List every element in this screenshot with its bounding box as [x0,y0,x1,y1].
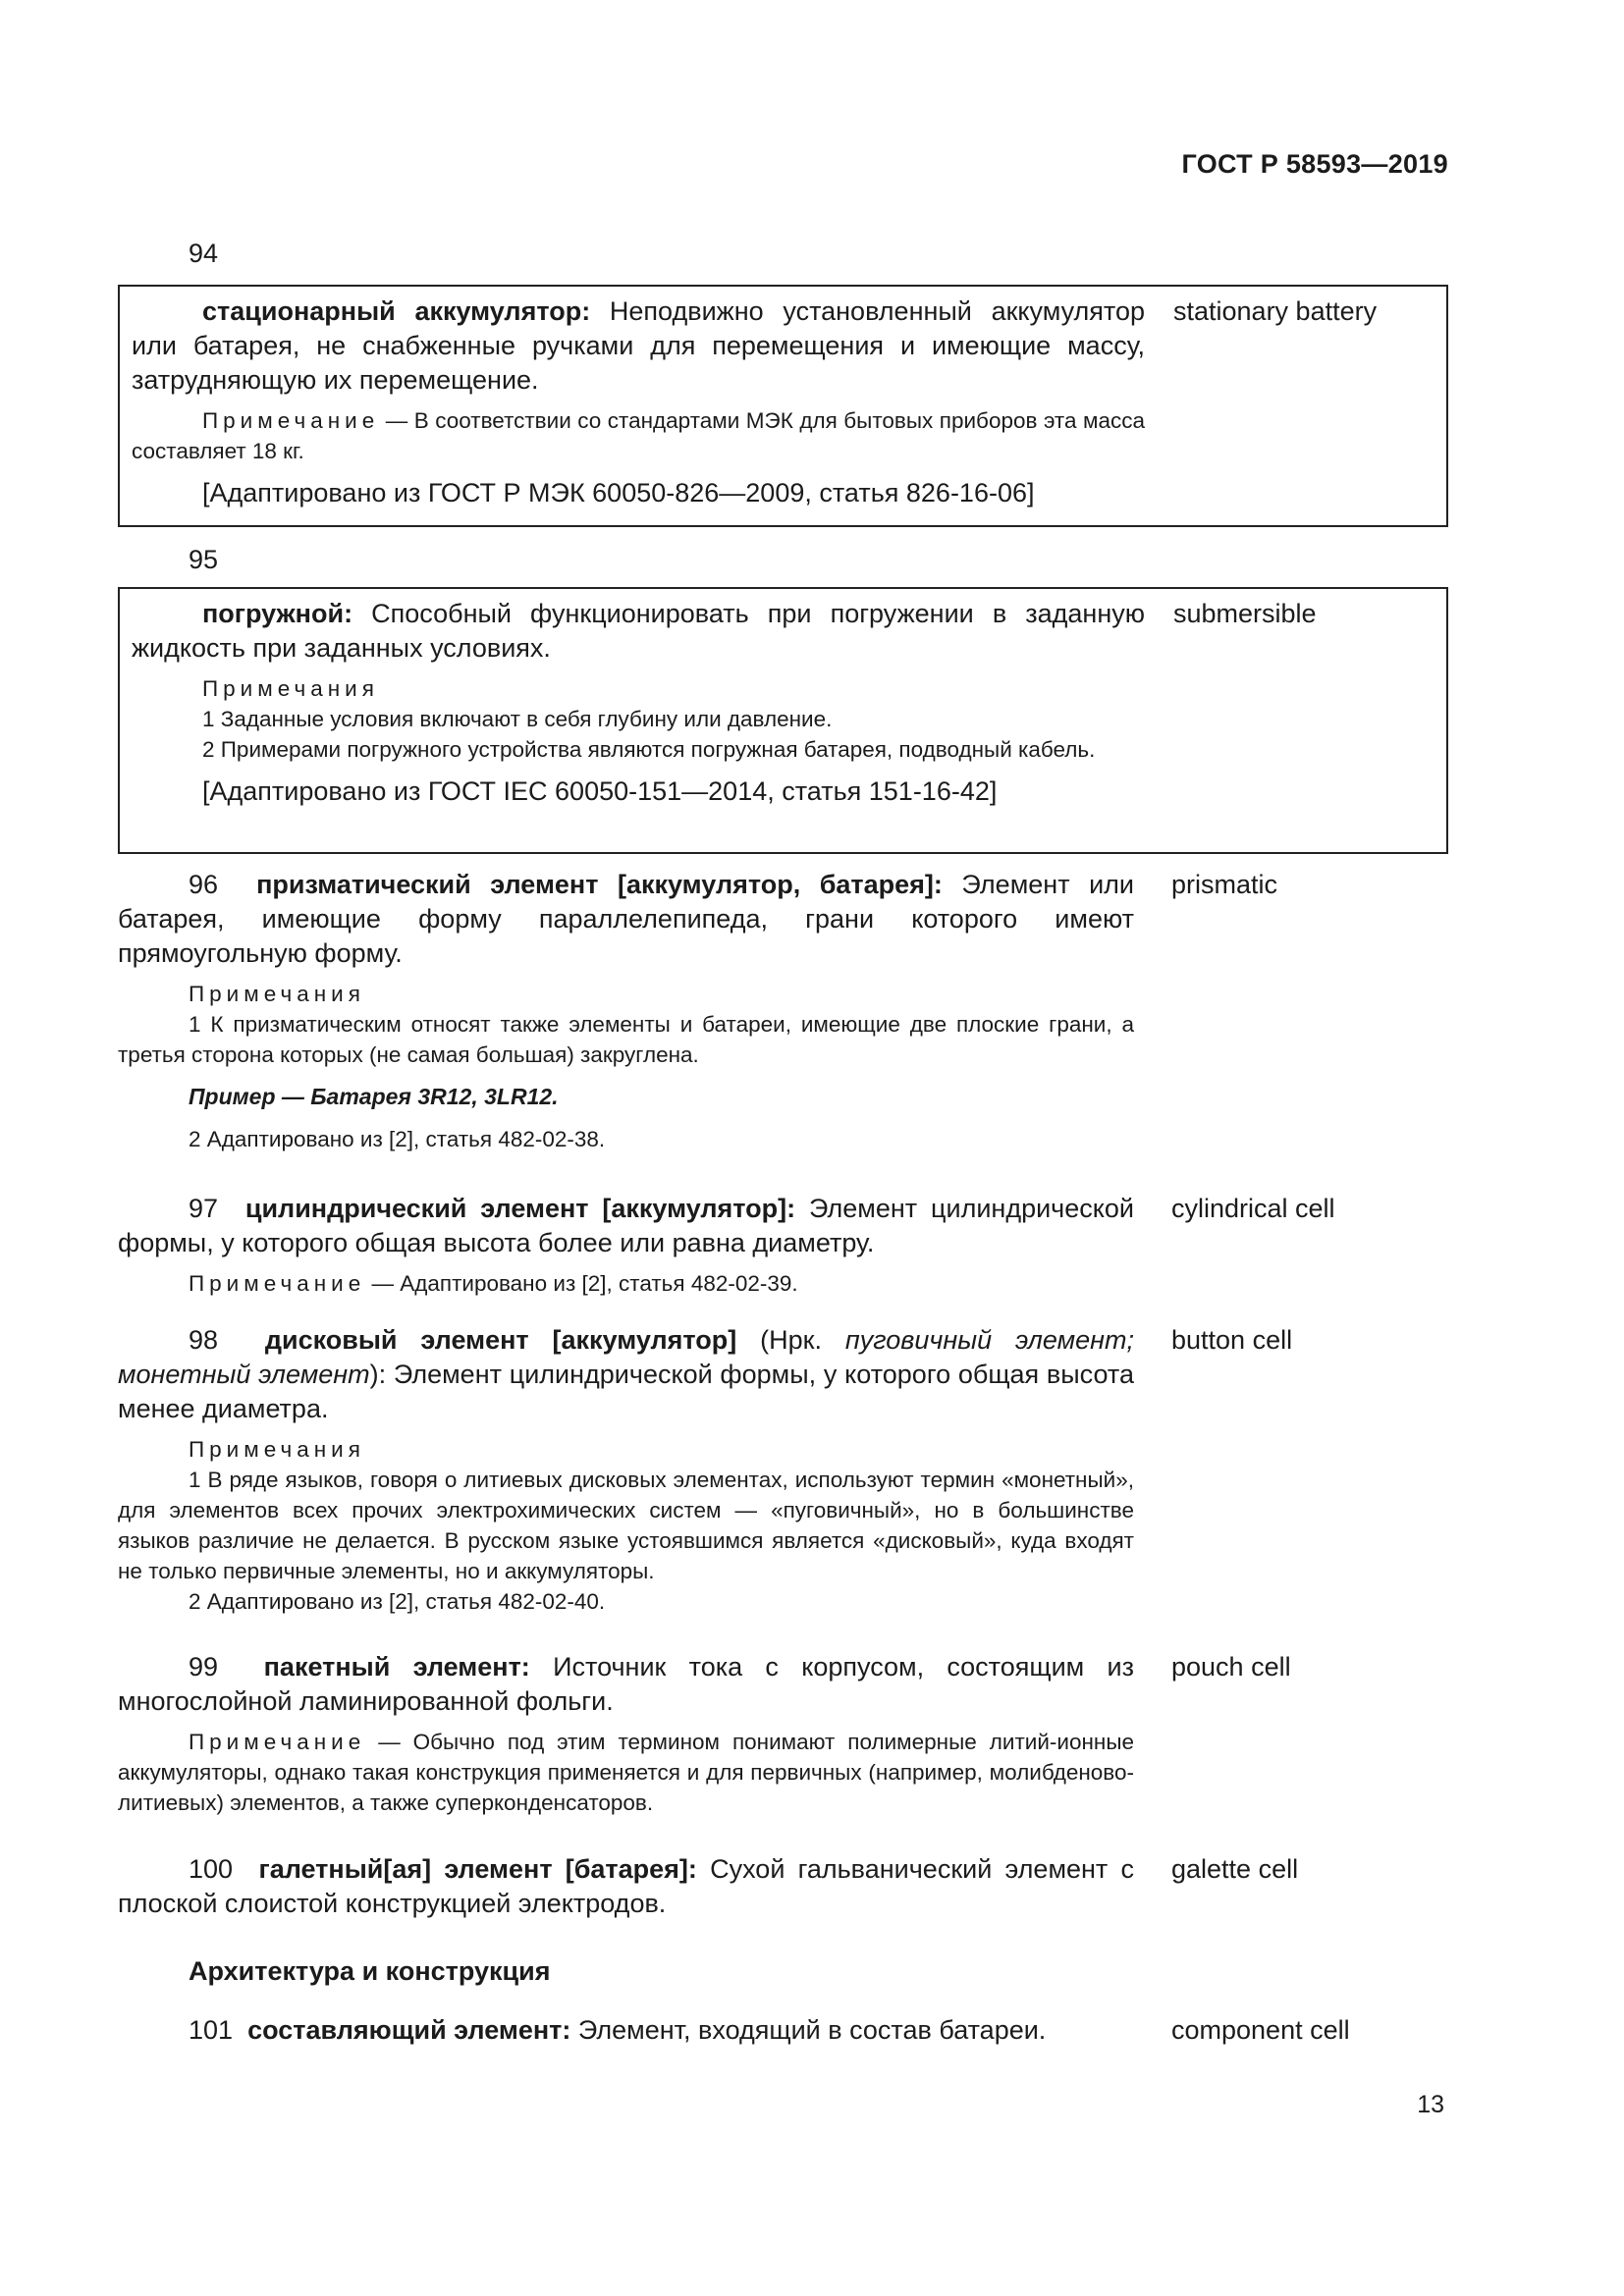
note-2: 2 Адаптировано из [2], статья 482-02-38. [189,1127,606,1151]
note-label: Примечание [189,1730,366,1754]
document-header: ГОСТ Р 58593—2019 [1181,149,1448,179]
entry-96-text [118,868,1134,971]
note-text: — Адаптировано из [2], статья 482-02-39. [365,1271,798,1296]
entry-99-text [118,1650,1134,1719]
entry-number-95: 95 [189,545,219,574]
note-1: 1 Заданные условия включают в себя глубину или давление. [202,707,833,731]
entry-100 [118,1852,1448,1921]
entry-95-text [132,597,1145,666]
entry-97-term: цилиндрический элемент [аккумулятор]: [244,1194,796,1223]
entry-100-definition: Сухой гальванический элемент с плоской слоистой конструкцией электродов. [118,1854,1134,1918]
entry-94-text [132,294,1145,398]
entry-101-text [118,2013,1134,2048]
entry-94-english: stationary battery [1173,296,1378,326]
entry-95-english: submersible [1173,599,1317,628]
entry-99 [118,1650,1448,1818]
entry-96-notes [118,979,1134,1070]
entry-98-alt-term: пуговичный элемент; монетный элемент [118,1325,1135,1389]
entry-96-example: Пример — Батарея 3R12, 3LR12. [189,1084,559,1109]
entry-100-english: galette cell [1171,1854,1299,1884]
section-heading: Архитектура и конструкция [189,1956,551,1986]
entry-97 [118,1192,1448,1299]
entry-98-term: дисковый элемент [аккумулятор] [264,1325,737,1355]
entry-99-english: pouch cell [1171,1652,1291,1682]
entry-97-text [118,1192,1134,1260]
entry-96-number: 96 [189,870,219,899]
note-label: Примечание [189,1271,366,1296]
entry-99-note [118,1727,1134,1818]
notes-label: Примечания [189,1437,365,1462]
entry-96 [118,868,1448,1154]
entry-101-number: 101 [189,2015,234,2045]
note-label: Примечание [202,408,380,433]
entry-96-term: призматический элемент [аккумулятор, батарея]: [256,870,943,899]
notes-label: Примечания [189,982,365,1006]
entry-number-94: 94 [189,239,219,268]
entry-95-source: [Адаптировано из ГОСТ IEC 60050-151—2014, статья 151-16-42] [202,776,998,806]
entry-95-definition: Способный функционировать при погружении в заданную жидкость при заданных условиях. [132,599,1145,663]
notes-label: Примечания [202,676,379,701]
entry-97-english: cylindrical cell [1171,1194,1335,1223]
note-2: 2 Примерами погружного устройства являются погружная батарея, подводный кабель. [202,737,1096,762]
entry-100-number: 100 [189,1854,234,1884]
entry-101-english: component cell [1171,2015,1350,2045]
entry-97-note [118,1268,1134,1299]
entry-94-box [118,285,1448,527]
entry-94-term: стационарный аккумулятор: [202,296,591,326]
entry-95-notes [132,673,1145,765]
entry-96-definition: Элемент или батарея, имеющие форму параллелепипеда, грани которого имеют прямоугольную форму. [118,870,1134,968]
entry-98-english: button cell [1171,1325,1293,1355]
note-1: 1 В ряде языков, говоря о литиевых дисковых элементах, используют термин «монетный», для элементов всех прочих электрохимических систем — «пуговичный», но в большинстве языков различие не делается. В русском языке устоявшимся является «дисковый», куда входят не только первичные элементы, но и аккумуляторы. [118,1468,1134,1583]
entry-101 [118,2013,1448,2048]
entry-99-term: пакетный элемент: [263,1652,530,1682]
entry-96-english: prismatic [1171,870,1278,899]
entry-99-definition: Источник тока с корпусом, состоящим из многослойной ламинированной фольги. [118,1652,1134,1716]
entry-98-number: 98 [189,1325,219,1355]
note-2: 2 Адаптировано из [2], статья 482-02-40. [189,1589,606,1614]
entry-98-definition: ): Элемент цилиндрической формы, у которого общая высота менее диаметра. [118,1360,1134,1423]
entry-101-term: составляющий элемент: [247,2015,571,2045]
note-1: 1 К призматическим относят также элементы и батареи, имеющие две плоские грани, а третья сторона которых (не самая большая) закруглена. [118,1012,1134,1067]
entry-99-number: 99 [189,1652,219,1682]
entry-98-paren: (Нрк. [736,1325,845,1355]
note-text: — В соответствии со стандартами МЭК для бытовых приборов эта масса составляет 18 кг. [132,408,1145,463]
entry-94-definition: Неподвижно установленный аккумулятор или батарея, не снабженные ручками для перемещения и имеющие массу, затрудняющую их перемещение. [132,296,1145,395]
entry-95-box [118,587,1448,854]
entry-100-text [118,1852,1134,1921]
entry-97-definition: Элемент цилиндрической формы, у которого общая высота более или равна диаметру. [118,1194,1134,1257]
entry-98 [118,1323,1448,1617]
entry-97-number: 97 [189,1194,219,1223]
page-number: 13 [1417,2091,1444,2118]
note-text: — Обычно под этим термином понимают полимерные литий-ионные аккумуляторы, однако такая конструкция применяется и для первичных (например, молибденово-литиевых) элементов, а также суперконденсаторов. [118,1730,1134,1815]
entry-95-term: погружной: [202,599,353,628]
entry-94-note [132,405,1145,466]
entry-98-text [118,1323,1134,1426]
entry-100-term: галетный[ая] элемент [батарея]: [258,1854,697,1884]
entry-101-definition: Элемент, входящий в состав батареи. [570,2015,1047,2045]
entry-94-source: [Адаптировано из ГОСТ Р МЭК 60050-826—2009, статья 826-16-06] [202,478,1035,507]
entry-98-notes [118,1434,1134,1617]
